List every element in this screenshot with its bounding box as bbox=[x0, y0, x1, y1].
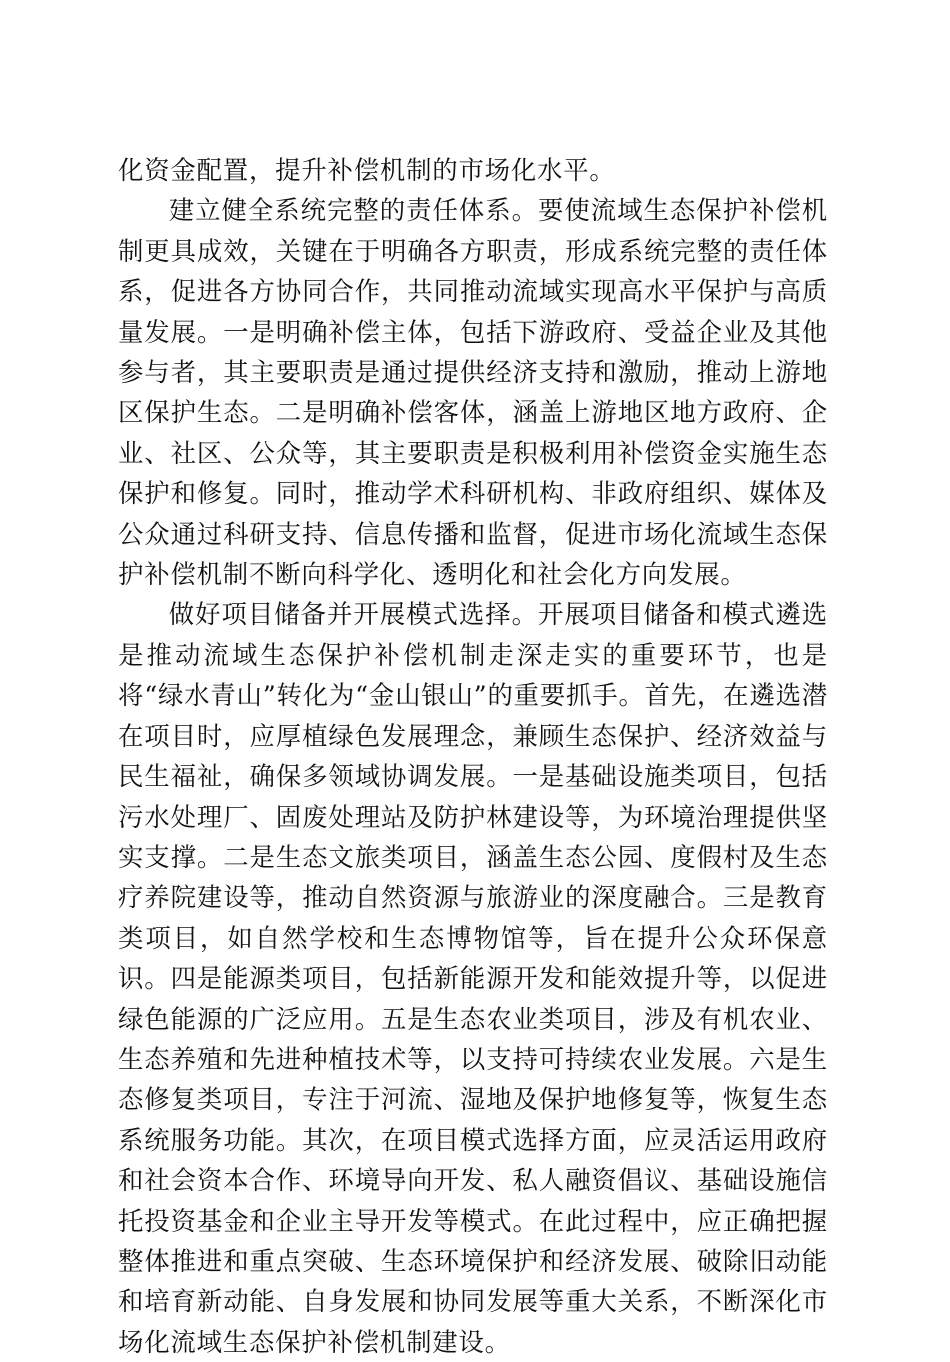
paragraph-project-reserve: 做好项目储备并开展模式选择。开展项目储备和模式遴选是推动流域生态保护补偿机制走深走实的重要环节，也是将“绿水青山”转化为“金山银山”的重要抓手。首先，在遴选潜在项目时，应厚植绿色发展理念，兼顾生态保护、经济效益与民生福祉，确保多领域协调发展。一是基础设施类项目，包括污水处理厂、固废处理站及防护林建设等，为环境治理提供坚实支撑。二是生态文旅类项目，涵盖生态公园、度假村及生态疗养院建设等，推动自然资源与旅游业的深度融合。三是教育类项目，如自然学校和生态博物馆等，旨在提升公众环保意识。四是能源类项目，包括新能源开发和能效提升等，以促进绿色能源的广泛应用。五是生态农业类项目，涉及有机农业、生态养殖和先进种植技术等，以支持可持续农业发展。六是生态修复类项目，专注于河流、湿地及保护地修复等，恢复生态系统服务功能。其次，在项目模式选择方面，应灵活运用政府和社会资本合作、环境导向开发、私人融资倡议、基础设施信托投资基金和企业主导开发等模式。在此过程中，应正确把握整体推进和重点突破、生态环境保护和经济发展、破除旧动能和培育新动能、自身发展和协同发展等重大关系，不断深化市场化流域生态保护补偿机制建设。 bbox=[118, 599, 828, 1357]
document-body bbox=[118, 150, 828, 1362]
paragraph-responsibility-system: 建立健全系统完整的责任体系。要使流域生态保护补偿机制更具成效，关键在于明确各方职责，形成系统完整的责任体系，促进各方协同合作，共同推动流域实现高水平保护与高质量发展。一是明确补偿主体，包括下游政府、受益企业及其他参与者，其主要职责是通过提供经济支持和激励，推动上游地区保护生态。二是明确补偿客体，涵盖上游地区地方政府、企业、社区、公众等，其主要职责是积极利用补偿资金实施生态保护和修复。同时，推动学术科研机构、非政府组织、媒体及公众通过科研支持、信息传播和监督，促进市场化流域生态保护补偿机制不断向科学化、透明化和社会化方向发展。 bbox=[118, 195, 828, 590]
paragraph-continuation: 化资金配置，提升补偿机制的市场化水平。 bbox=[118, 155, 616, 185]
